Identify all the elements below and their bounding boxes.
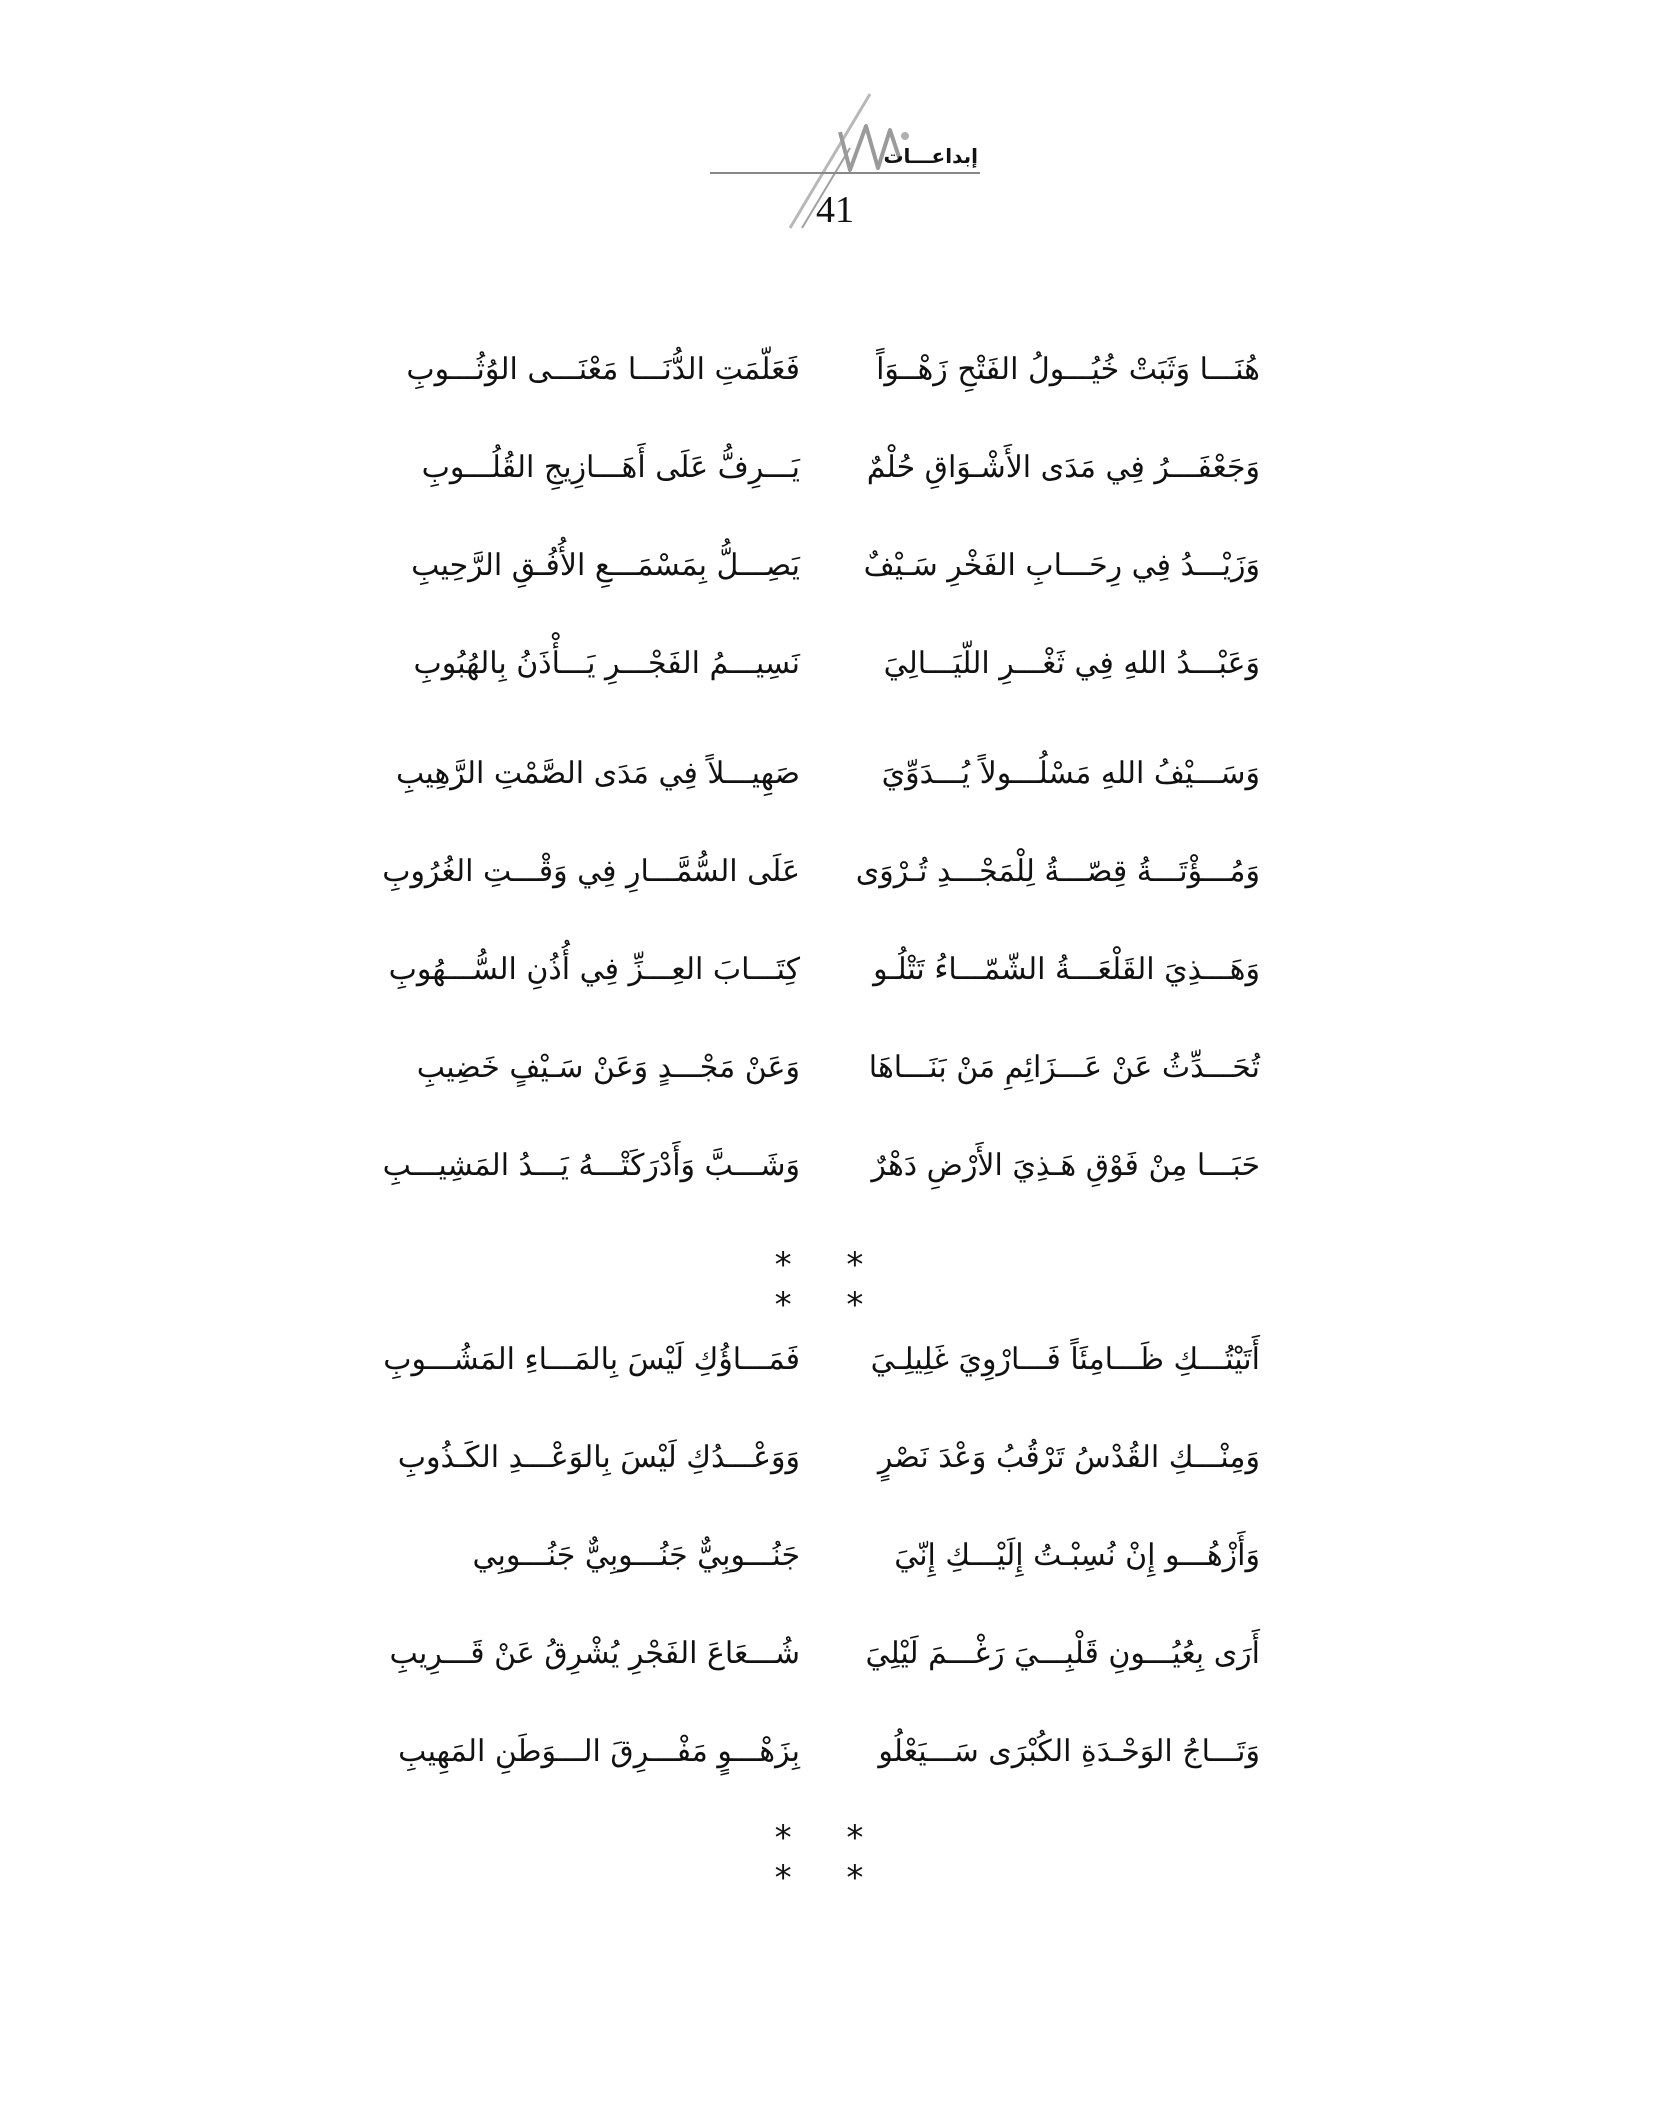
- verse: [389, 1624, 1260, 1684]
- verse-sadr: وَأَزْهُـــو إِنْ نُسِبْـتُ إِلَيْـــكِ إِنّيَ: [894, 1538, 1260, 1573]
- verse-sadr: وَتَـــاجُ الوَحْـدَةِ الكُبْرَى سَـــيَعْلُو: [878, 1734, 1260, 1769]
- verse-sadr: وَمُـــؤْتَـــةُ قِصّـــةُ لِلْمَجْـــدِ تُـرْوَى: [855, 854, 1260, 889]
- verse-sadr: وَسَـــيْفُ اللهِ مَسْلُـــولاً يُـــدَوِّيَ: [881, 756, 1260, 791]
- verse: [400, 1526, 1260, 1586]
- verse-ajuz: يَصِـــلُّ بِمَسْمَـــعِ الأُفُـقِ الرَّحِيبِ: [411, 548, 800, 583]
- verse-sadr: وَجَعْفَـــرُ فِي مَدَى الأَشْـوَاقِ حُلْمٌ: [866, 450, 1260, 485]
- verse-sadr: أَتَيْتُـــكِ ظَـــامِئَاً فَـــارْوِيَ غَلِيلِـيَ: [870, 1342, 1260, 1377]
- verse-ajuz: فَمَـــاؤُكِ لَيْسَ بِالمَـــاءِ المَشُـــوبِ: [383, 1342, 800, 1377]
- verse: [388, 940, 1260, 1000]
- verse-ajuz: يَـــرِفُّ عَلَى أَهَـــازِيجِ القُلُـــوبِ: [421, 450, 800, 485]
- verse: [382, 842, 1260, 902]
- verse-sadr: تُحَـــدِّثُ عَنْ عَـــزَائِمِ مَنْ بَنَـــاهَا: [868, 1050, 1260, 1085]
- verse-ajuz: نَسِيـــمُ الفَجْـــرِ يَـــأْذَنُ بِالهُبُوبِ: [413, 646, 800, 681]
- page-number: 41: [816, 189, 854, 231]
- verse-ajuz: وَعَنْ مَجْـــدٍ وَعَنْ سَـيْفٍ خَضِيبِ: [416, 1050, 800, 1085]
- verse-sadr: حَبَـــا مِنْ فَوْقِ هَـذِيَ الأَرْضِ دَهْرٌ: [871, 1148, 1260, 1183]
- verse-ajuz: شُـــعَاعَ الفَجْرِ يُشْرِقُ عَنْ قَـــرِيبِ: [389, 1636, 800, 1671]
- verse: [400, 438, 1260, 498]
- verse-ajuz: عَلَى السُّمَّـــارِ فِي وَقْـــتِ الغُرُوبِ: [382, 854, 800, 889]
- verse-sadr: وَهَـــذِيَ القَلْعَـــةُ الشّمّـــاءُ تَتْلُـو: [873, 952, 1260, 987]
- stanza-separator: * * * *: [774, 1818, 886, 1898]
- verse-sadr: وَمِنْـــكِ القُدْسُ تَرْقُبُ وَعْدَ نَصْرٍ: [877, 1440, 1260, 1475]
- verse-sadr: أَرَى بِعُيُـــونِ قَلْبِـــيَ رَغْـــمَ لَيْلِيَ: [865, 1636, 1260, 1671]
- verse-ajuz: فَعَلّمَتِ الدُّنَـــا مَعْنَـــى الوُثُـــوبِ: [406, 352, 800, 387]
- page-header: [690, 88, 980, 238]
- verse: [400, 536, 1260, 596]
- verse-ajuz: بِزَهْـــوٍ مَفْـــرِقَ الـــوَطَنِ المَهِيبِ: [398, 1734, 800, 1769]
- verse-ajuz: صَهِيـــلاً فِي مَدَى الصَّمْتِ الرَّهِيبِ: [395, 756, 800, 791]
- verse-ajuz: وَشَـــبَّ وَأَدْرَكَتْـــهُ يَـــدُ المَشِيـــبِ: [382, 1148, 800, 1183]
- verse: [395, 744, 1260, 804]
- verse-ajuz: كِتَـــابَ العِـــزِّ فِي أُذُنِ السُّـــهُوبِ: [388, 952, 800, 987]
- verse-sadr: وَزَيْـــدُ فِي رِحَـــابِ الفَخْرِ سَـيْفٌ: [863, 548, 1260, 583]
- verse: [400, 340, 1260, 400]
- verse: [382, 1136, 1260, 1196]
- verse: [400, 634, 1260, 694]
- verse: [383, 1330, 1260, 1390]
- verse-sadr: هُنَـــا وَثَبَتْ خُيُـــولُ الفَتْحِ زَهْــوَاً: [876, 352, 1260, 387]
- verse-ajuz: جَنُـــوبِيٌّ جَنُـــوبِيٌّ جَنُـــوبِي: [472, 1538, 800, 1573]
- verse-ajuz: وَوَعْـــدُكِ لَيْسَ بِالوَعْـــدِ الكَـذُوبِ: [397, 1440, 800, 1475]
- verse-sadr: وَعَبْـــدُ اللهِ فِي ثَغْـــرِ اللّيَـــالِيَ: [883, 646, 1260, 681]
- verse: [397, 1428, 1260, 1488]
- stanza-separator: * * * *: [774, 1245, 886, 1325]
- verse: [400, 1722, 1260, 1782]
- verse: [400, 1038, 1260, 1098]
- section-label: إبداعـــات: [883, 144, 978, 168]
